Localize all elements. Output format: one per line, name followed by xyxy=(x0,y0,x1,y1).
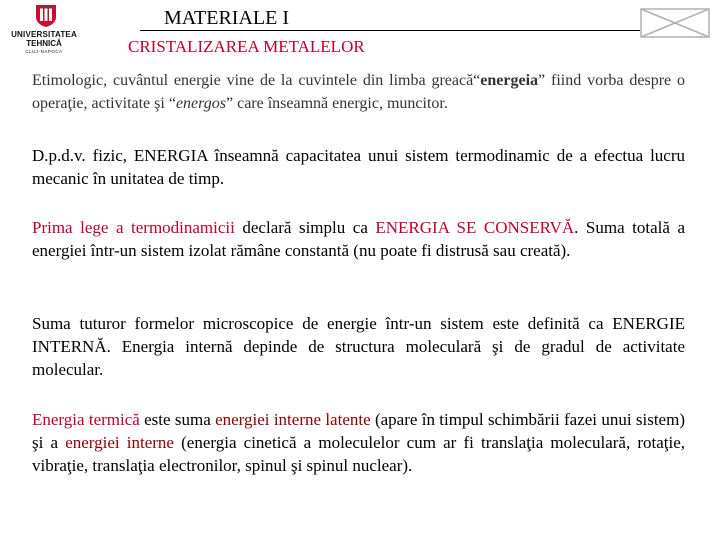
p2-text: D.p.d.v. fizic, ENERGIA înseamnă capacitatea unui sistem termodinamic de a efectua lucru mecanic în unitatea de timp. xyxy=(32,146,685,188)
p5-text-d: (apare în timpul schimbării fazei unui sistem) şi a xyxy=(32,410,685,452)
p5-text-f: (energia cinetică a moleculelor cum ar fi translaţia moleculară, rotaţie, vibraţie, translaţia electronilor, spinul şi spinul nuclear). xyxy=(32,433,686,475)
crossed-box-icon xyxy=(640,8,710,38)
p5-text-b: este suma xyxy=(139,410,216,429)
p5-term-internal: energiei interne xyxy=(65,433,174,452)
p1-term-energos: energos xyxy=(175,95,226,112)
paragraph-first-law xyxy=(32,216,685,262)
logo-text-line3: CLUJ-NAPOCA xyxy=(25,49,63,54)
p3-term-conservation: ENERGIA SE CONSERVĂ xyxy=(375,218,575,237)
page-subtitle: CRISTALIZAREA METALELOR xyxy=(128,37,365,56)
university-logo xyxy=(4,4,80,52)
shield-icon xyxy=(34,4,58,28)
p5-term-thermal-energy: Energia termică xyxy=(32,410,140,429)
paragraph-energy-definition xyxy=(32,144,685,190)
p3-term-first-law: Prima lege a termodinamicii xyxy=(32,218,235,237)
p1-text-a: Etimologic, cuvântul energie vine de la cuvintele din limba greacă“ xyxy=(32,72,481,89)
paragraph-internal-energy xyxy=(32,312,685,381)
page-title: MATERIALE I xyxy=(164,7,289,29)
p1-text-c: ” fiind vorba despre o operaţie, activitate şi “ xyxy=(32,72,685,112)
logo-text-line2: TEHNICĂ xyxy=(26,39,62,48)
logo-text-line1: UNIVERSITATEA xyxy=(11,30,77,39)
p4-text: Suma tuturor formelor microscopice de energie într-un sistem este definită ca ENERGIE INTERNĂ. Energia internă depinde de structura moleculară şi de gradul de activitate molecular. xyxy=(32,314,685,379)
paragraph-thermal-energy xyxy=(32,408,685,477)
p3-text-b: declară simplu ca xyxy=(234,218,376,237)
p5-term-latent: energiei interne latente xyxy=(215,410,371,429)
p3-text-d: . Suma totală a energiei într-un sistem izolat rămâne constantă (nu poate fi distrusă sau creată). xyxy=(32,218,685,260)
p1-term-energeia: energeia xyxy=(480,72,539,89)
paragraph-etymology xyxy=(32,69,685,115)
title-underline xyxy=(140,30,640,31)
p1-text-e: ” care înseamnă energic, muncitor. xyxy=(226,95,448,112)
